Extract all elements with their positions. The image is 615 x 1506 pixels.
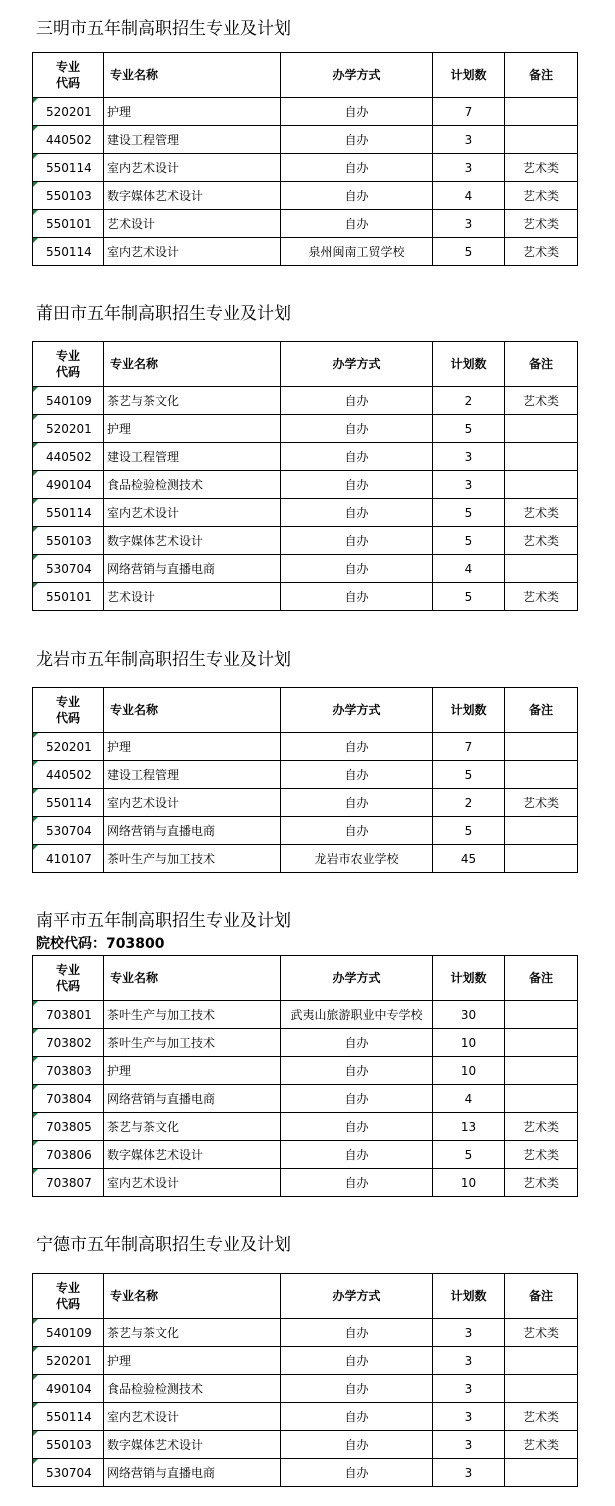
cell-code: 440502 — [33, 126, 104, 154]
cell-mode: 自办 — [281, 210, 433, 238]
table-row — [33, 1431, 578, 1459]
header-code-line1: 专业 — [55, 695, 80, 709]
cell-note — [505, 1001, 578, 1029]
cell-name: 护理 — [104, 415, 281, 443]
plan-table — [32, 341, 578, 611]
cell-name: 网络营销与直播电商 — [104, 555, 281, 583]
cell-mode: 自办 — [281, 555, 433, 583]
cell-name: 食品检验检测技术 — [104, 471, 281, 499]
cell-mode: 泉州闽南工贸学校 — [281, 238, 433, 266]
cell-note: 艺术类 — [505, 1169, 578, 1197]
cell-note: 艺术类 — [505, 527, 578, 555]
header-name: 专业名称 — [104, 956, 281, 1001]
cell-note — [505, 471, 578, 499]
cell-count: 13 — [433, 1113, 505, 1141]
plan-table — [32, 1273, 578, 1487]
cell-note: 艺术类 — [505, 238, 578, 266]
section-title: 南平市五年制高职招生专业及计划 — [36, 911, 291, 931]
cell-mode: 自办 — [281, 182, 433, 210]
cell-note: 艺术类 — [505, 182, 578, 210]
cell-mode: 自办 — [281, 154, 433, 182]
header-mode: 办学方式 — [281, 1274, 433, 1319]
cell-note: 艺术类 — [505, 583, 578, 611]
cell-code: 540109 — [33, 387, 104, 415]
header-name: 专业名称 — [104, 342, 281, 387]
table-row — [33, 1085, 578, 1113]
cell-note: 艺术类 — [505, 387, 578, 415]
table-row — [33, 1113, 578, 1141]
header-mode: 办学方式 — [281, 53, 433, 98]
cell-mode: 自办 — [281, 126, 433, 154]
cell-note — [505, 1057, 578, 1085]
table-row — [33, 1459, 578, 1487]
table-row — [33, 154, 578, 182]
header-count: 计划数 — [433, 1274, 505, 1319]
cell-code: 520201 — [33, 415, 104, 443]
section-title: 三明市五年制高职招生专业及计划 — [36, 19, 291, 39]
cell-name: 室内艺术设计 — [104, 499, 281, 527]
cell-code: 550114 — [33, 154, 104, 182]
header-code — [33, 342, 104, 387]
cell-count: 5 — [433, 527, 505, 555]
table-header-row — [33, 688, 578, 733]
cell-count: 45 — [433, 845, 505, 873]
cell-code: 550101 — [33, 583, 104, 611]
cell-code: 550114 — [33, 499, 104, 527]
cell-count: 3 — [433, 443, 505, 471]
cell-name: 数字媒体艺术设计 — [104, 1141, 281, 1169]
cell-note — [505, 817, 578, 845]
table-row — [33, 471, 578, 499]
table-header-row — [33, 342, 578, 387]
table-row — [33, 1375, 578, 1403]
header-code-line1: 专业 — [55, 60, 80, 74]
cell-mode: 自办 — [281, 1141, 433, 1169]
header-code — [33, 688, 104, 733]
cell-mode: 龙岩市农业学校 — [281, 845, 433, 873]
cell-note: 艺术类 — [505, 1113, 578, 1141]
cell-count: 3 — [433, 1347, 505, 1375]
header-name: 专业名称 — [104, 688, 281, 733]
cell-count: 4 — [433, 1085, 505, 1113]
cell-code: 530704 — [33, 555, 104, 583]
cell-mode: 自办 — [281, 499, 433, 527]
cell-code: 520201 — [33, 733, 104, 761]
cell-mode: 自办 — [281, 1169, 433, 1197]
cell-count: 5 — [433, 583, 505, 611]
cell-code: 550103 — [33, 182, 104, 210]
cell-name: 建设工程管理 — [104, 126, 281, 154]
cell-count: 5 — [433, 238, 505, 266]
cell-mode: 自办 — [281, 1029, 433, 1057]
cell-count: 10 — [433, 1057, 505, 1085]
cell-code: 703805 — [33, 1113, 104, 1141]
cell-code: 703804 — [33, 1085, 104, 1113]
cell-mode: 自办 — [281, 1319, 433, 1347]
cell-mode: 自办 — [281, 761, 433, 789]
cell-code: 550103 — [33, 1431, 104, 1459]
cell-code: 530704 — [33, 817, 104, 845]
table-header-row — [33, 1274, 578, 1319]
cell-name: 数字媒体艺术设计 — [104, 182, 281, 210]
cell-note: 艺术类 — [505, 210, 578, 238]
cell-code: 410107 — [33, 845, 104, 873]
cell-count: 10 — [433, 1029, 505, 1057]
cell-count: 4 — [433, 555, 505, 583]
cell-count: 3 — [433, 1431, 505, 1459]
header-code-line1: 专业 — [55, 963, 80, 977]
cell-mode: 自办 — [281, 583, 433, 611]
plan-table — [32, 955, 578, 1197]
table-row — [33, 210, 578, 238]
cell-code: 703806 — [33, 1141, 104, 1169]
table-row — [33, 1001, 578, 1029]
table-row — [33, 1057, 578, 1085]
cell-name: 护理 — [104, 1347, 281, 1375]
cell-note — [505, 1459, 578, 1487]
cell-mode: 武夷山旅游职业中专学校 — [281, 1001, 433, 1029]
header-note: 备注 — [505, 342, 578, 387]
table-row — [33, 1029, 578, 1057]
cell-note — [505, 415, 578, 443]
header-mode: 办学方式 — [281, 956, 433, 1001]
cell-note — [505, 845, 578, 873]
header-count: 计划数 — [433, 956, 505, 1001]
cell-code: 703807 — [33, 1169, 104, 1197]
cell-code: 440502 — [33, 761, 104, 789]
cell-name: 室内艺术设计 — [104, 789, 281, 817]
cell-note — [505, 1085, 578, 1113]
cell-note — [505, 555, 578, 583]
cell-count: 7 — [433, 733, 505, 761]
cell-count: 3 — [433, 471, 505, 499]
cell-code: 703801 — [33, 1001, 104, 1029]
cell-count: 5 — [433, 415, 505, 443]
cell-count: 5 — [433, 761, 505, 789]
cell-note: 艺术类 — [505, 1319, 578, 1347]
cell-name: 茶艺与茶文化 — [104, 387, 281, 415]
cell-note: 艺术类 — [505, 789, 578, 817]
cell-name: 艺术设计 — [104, 210, 281, 238]
cell-count: 4 — [433, 182, 505, 210]
table-header-row — [33, 53, 578, 98]
table-row — [33, 182, 578, 210]
table-row — [33, 1403, 578, 1431]
cell-name: 护理 — [104, 1057, 281, 1085]
section-title: 宁德市五年制高职招生专业及计划 — [36, 1235, 291, 1255]
cell-name: 网络营销与直播电商 — [104, 1085, 281, 1113]
cell-code: 703802 — [33, 1029, 104, 1057]
cell-mode: 自办 — [281, 1375, 433, 1403]
header-note: 备注 — [505, 1274, 578, 1319]
cell-note: 艺术类 — [505, 154, 578, 182]
cell-name: 网络营销与直播电商 — [104, 1459, 281, 1487]
cell-code: 440502 — [33, 443, 104, 471]
table-header-row — [33, 956, 578, 1001]
cell-note — [505, 126, 578, 154]
cell-name: 室内艺术设计 — [104, 238, 281, 266]
table-row — [33, 761, 578, 789]
table-row — [33, 1141, 578, 1169]
cell-name: 茶叶生产与加工技术 — [104, 1001, 281, 1029]
table-row — [33, 789, 578, 817]
table-row — [33, 499, 578, 527]
header-name: 专业名称 — [104, 53, 281, 98]
cell-code: 550103 — [33, 527, 104, 555]
cell-mode: 自办 — [281, 817, 433, 845]
cell-name: 茶叶生产与加工技术 — [104, 845, 281, 873]
table-row — [33, 126, 578, 154]
cell-name: 护理 — [104, 98, 281, 126]
cell-count: 10 — [433, 1169, 505, 1197]
cell-count: 5 — [433, 1141, 505, 1169]
cell-note: 艺术类 — [505, 1141, 578, 1169]
table-row — [33, 415, 578, 443]
plan-table — [32, 52, 578, 266]
cell-code: 703803 — [33, 1057, 104, 1085]
cell-mode: 自办 — [281, 527, 433, 555]
cell-code: 490104 — [33, 1375, 104, 1403]
header-count: 计划数 — [433, 342, 505, 387]
header-code-line2: 代码 — [55, 365, 80, 379]
cell-note — [505, 443, 578, 471]
header-mode: 办学方式 — [281, 688, 433, 733]
cell-code: 550101 — [33, 210, 104, 238]
cell-mode: 自办 — [281, 387, 433, 415]
table-row — [33, 387, 578, 415]
table-row — [33, 443, 578, 471]
table-row — [33, 98, 578, 126]
cell-name: 网络营销与直播电商 — [104, 817, 281, 845]
cell-name: 建设工程管理 — [104, 761, 281, 789]
cell-mode: 自办 — [281, 1459, 433, 1487]
cell-count: 3 — [433, 1459, 505, 1487]
header-note: 备注 — [505, 53, 578, 98]
cell-count: 5 — [433, 499, 505, 527]
cell-mode: 自办 — [281, 98, 433, 126]
cell-name: 数字媒体艺术设计 — [104, 1431, 281, 1459]
cell-mode: 自办 — [281, 1431, 433, 1459]
table-row — [33, 238, 578, 266]
cell-note: 艺术类 — [505, 1403, 578, 1431]
cell-name: 茶叶生产与加工技术 — [104, 1029, 281, 1057]
cell-note — [505, 98, 578, 126]
cell-code: 520201 — [33, 1347, 104, 1375]
cell-code: 550114 — [33, 1403, 104, 1431]
table-row — [33, 555, 578, 583]
cell-count: 3 — [433, 126, 505, 154]
table-row — [33, 1347, 578, 1375]
header-code-line2: 代码 — [55, 1297, 80, 1311]
section-title: 莆田市五年制高职招生专业及计划 — [36, 304, 291, 324]
cell-note — [505, 761, 578, 789]
header-code-line1: 专业 — [55, 1281, 80, 1295]
cell-count: 7 — [433, 98, 505, 126]
cell-code: 550114 — [33, 238, 104, 266]
cell-mode: 自办 — [281, 1403, 433, 1431]
cell-name: 室内艺术设计 — [104, 1403, 281, 1431]
cell-count: 2 — [433, 789, 505, 817]
cell-name: 茶艺与茶文化 — [104, 1319, 281, 1347]
cell-count: 3 — [433, 154, 505, 182]
cell-count: 2 — [433, 387, 505, 415]
cell-count: 3 — [433, 1375, 505, 1403]
school-code: 院校代码：703800 — [36, 936, 165, 952]
header-code — [33, 956, 104, 1001]
cell-code: 540109 — [33, 1319, 104, 1347]
cell-name: 食品检验检测技术 — [104, 1375, 281, 1403]
table-row — [33, 583, 578, 611]
cell-count: 3 — [433, 210, 505, 238]
header-note: 备注 — [505, 956, 578, 1001]
cell-name: 建设工程管理 — [104, 443, 281, 471]
cell-note — [505, 1375, 578, 1403]
header-count: 计划数 — [433, 688, 505, 733]
header-code-line2: 代码 — [55, 76, 80, 90]
plan-table — [32, 687, 578, 873]
header-code-line2: 代码 — [55, 979, 80, 993]
cell-code: 490104 — [33, 471, 104, 499]
cell-mode: 自办 — [281, 1057, 433, 1085]
cell-name: 数字媒体艺术设计 — [104, 527, 281, 555]
cell-count: 3 — [433, 1319, 505, 1347]
section-title: 龙岩市五年制高职招生专业及计划 — [36, 650, 291, 670]
header-note: 备注 — [505, 688, 578, 733]
cell-mode: 自办 — [281, 443, 433, 471]
cell-code: 520201 — [33, 98, 104, 126]
cell-note: 艺术类 — [505, 1431, 578, 1459]
cell-note — [505, 733, 578, 761]
cell-mode: 自办 — [281, 1085, 433, 1113]
cell-code: 550114 — [33, 789, 104, 817]
cell-name: 护理 — [104, 733, 281, 761]
table-row — [33, 845, 578, 873]
cell-note: 艺术类 — [505, 499, 578, 527]
header-code-line2: 代码 — [55, 711, 80, 725]
cell-mode: 自办 — [281, 471, 433, 499]
cell-code: 530704 — [33, 1459, 104, 1487]
header-code-line1: 专业 — [55, 349, 80, 363]
table-row — [33, 1319, 578, 1347]
cell-name: 室内艺术设计 — [104, 154, 281, 182]
cell-mode: 自办 — [281, 1347, 433, 1375]
cell-count: 5 — [433, 817, 505, 845]
cell-name: 茶艺与茶文化 — [104, 1113, 281, 1141]
cell-count: 30 — [433, 1001, 505, 1029]
header-name: 专业名称 — [104, 1274, 281, 1319]
header-mode: 办学方式 — [281, 342, 433, 387]
cell-note — [505, 1029, 578, 1057]
table-row — [33, 527, 578, 555]
cell-count: 3 — [433, 1403, 505, 1431]
cell-name: 艺术设计 — [104, 583, 281, 611]
header-count: 计划数 — [433, 53, 505, 98]
cell-note — [505, 1347, 578, 1375]
table-row — [33, 733, 578, 761]
header-code — [33, 53, 104, 98]
header-code — [33, 1274, 104, 1319]
cell-mode: 自办 — [281, 415, 433, 443]
table-row — [33, 817, 578, 845]
table-row — [33, 1169, 578, 1197]
cell-mode: 自办 — [281, 789, 433, 817]
cell-name: 室内艺术设计 — [104, 1169, 281, 1197]
cell-mode: 自办 — [281, 1113, 433, 1141]
cell-mode: 自办 — [281, 733, 433, 761]
